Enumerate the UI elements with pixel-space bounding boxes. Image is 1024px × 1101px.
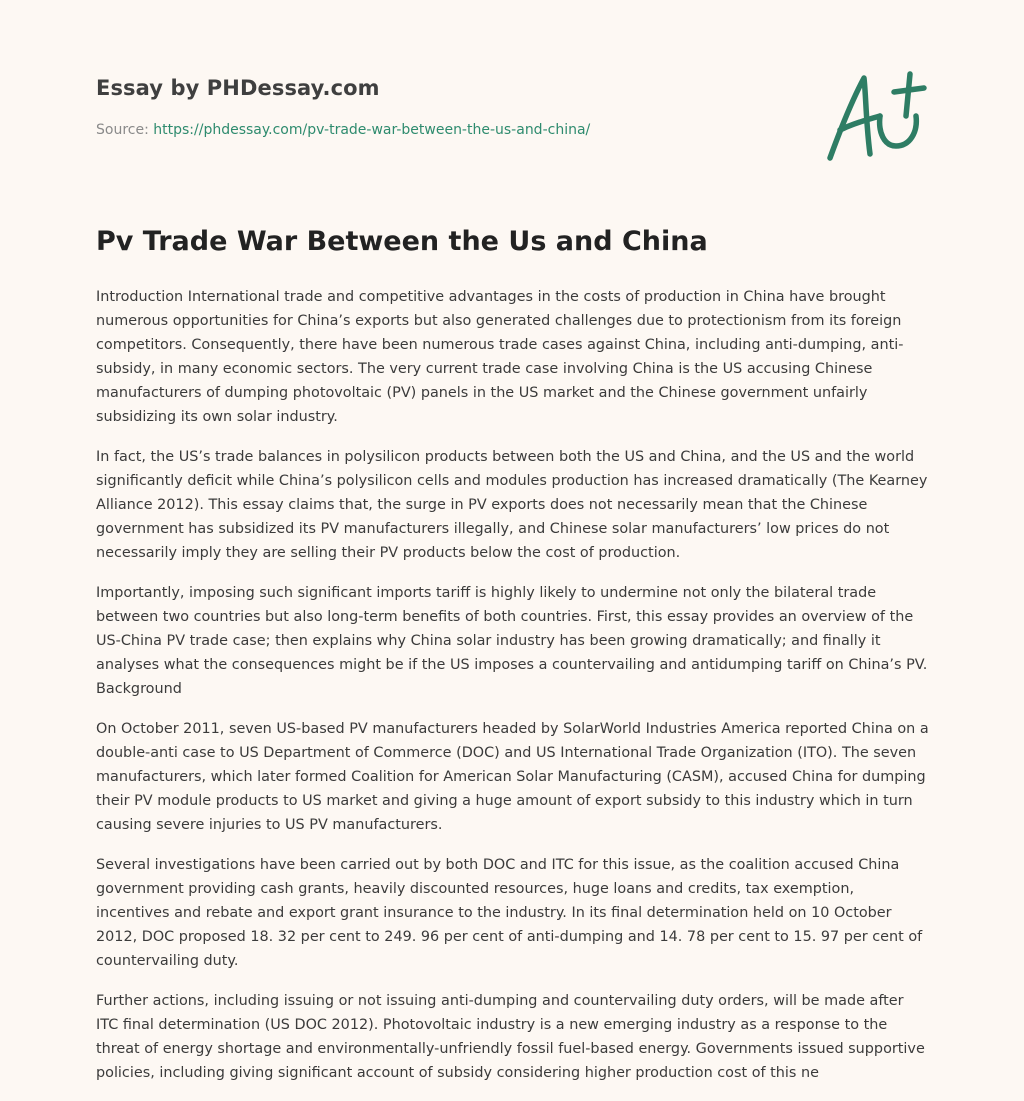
source-line bbox=[96, 122, 796, 138]
page-header bbox=[96, 76, 796, 138]
essay-paragraph: Importantly, imposing such significant imports tariff is highly likely to undermine not only the bilateral trade between two countries but also long-term benefits of both countries. First, this essay provides an overview of the US-China PV trade case; then explains why China solar industry has been growing dramatically; and finally it analyses what the consequences might be if the US imposes a countervailing and antidumping tariff on China’s PV. Background bbox=[96, 585, 928, 697]
essay-body bbox=[96, 285, 930, 1101]
essay-title: Pv Trade War Between the Us and China bbox=[96, 226, 708, 257]
essay-paragraph: Several investigations have been carried out by both DOC and ITC for this issue, as the coalition accused China government providing cash grants, heavily discounted resources, huge loans and credits, tax exemption, incentives and rebate and export grant insurance to the industry. In its final determination held on 10 October 2012, DOC proposed 18. 32 per cent to 249. 96 per cent of anti-dumping and 14. 78 per cent to 15. 97 per cent of countervailing duty. bbox=[96, 857, 923, 969]
essay-paragraph: Introduction International trade and competitive advantages in the costs of production in China have brought numerous opportunities for China’s exports but also generated challenges due to protectionism from its foreign competitors. Consequently, there have been numerous trade cases against China, including anti-dumping, anti-subsidy, in many economic sectors. The very current trade case involving China is the US accusing Chinese manufacturers of dumping photovoltaic (PV) panels in the US market and the Chinese government unfairly subsidizing its own solar industry. bbox=[96, 289, 904, 425]
source-label: Source: bbox=[96, 122, 149, 138]
essay-paragraph: In fact, the US’s trade balances in polysilicon products between both the US and China, and the US and the world significantly deficit while China’s polysilicon cells and modules production has increased dramatically (The Kearney Alliance 2012). This essay claims that, the surge in PV exports does not necessarily mean that the Chinese government has subsidized its PV manufacturers illegally, and Chinese solar manufacturers’ low prices do not necessarily imply they are selling their PV products below the cost of production. bbox=[96, 449, 928, 561]
site-title: Essay by PHDessay.com bbox=[96, 76, 380, 100]
a-plus-logo-icon bbox=[818, 66, 930, 166]
essay-paragraph: Further actions, including issuing or not issuing anti-dumping and countervailing duty orders, will be made after ITC final determination (US DOC 2012). Photovoltaic industry is a new emerging industry as a response to the threat of energy shortage and environmentally-unfriendly fossil fuel-based energy. Governments issued supportive policies, including giving significant account of subsidy considering higher production cost of this ne bbox=[96, 993, 925, 1081]
source-link[interactable]: https://phdessay.com/pv-trade-war-between-the-us-and-china/ bbox=[153, 122, 591, 138]
essay-paragraph: On October 2011, seven US-based PV manufacturers headed by SolarWorld Industries America reported China on a double-anti case to US Department of Commerce (DOC) and US International Trade Organization (ITO). The seven manufacturers, which later formed Coalition for American Solar Manufacturing (CASM), accused China for dumping their PV module products to US market and giving a huge amount of export subsidy to this industry which in turn causing severe injuries to US PV manufacturers. bbox=[96, 721, 929, 833]
